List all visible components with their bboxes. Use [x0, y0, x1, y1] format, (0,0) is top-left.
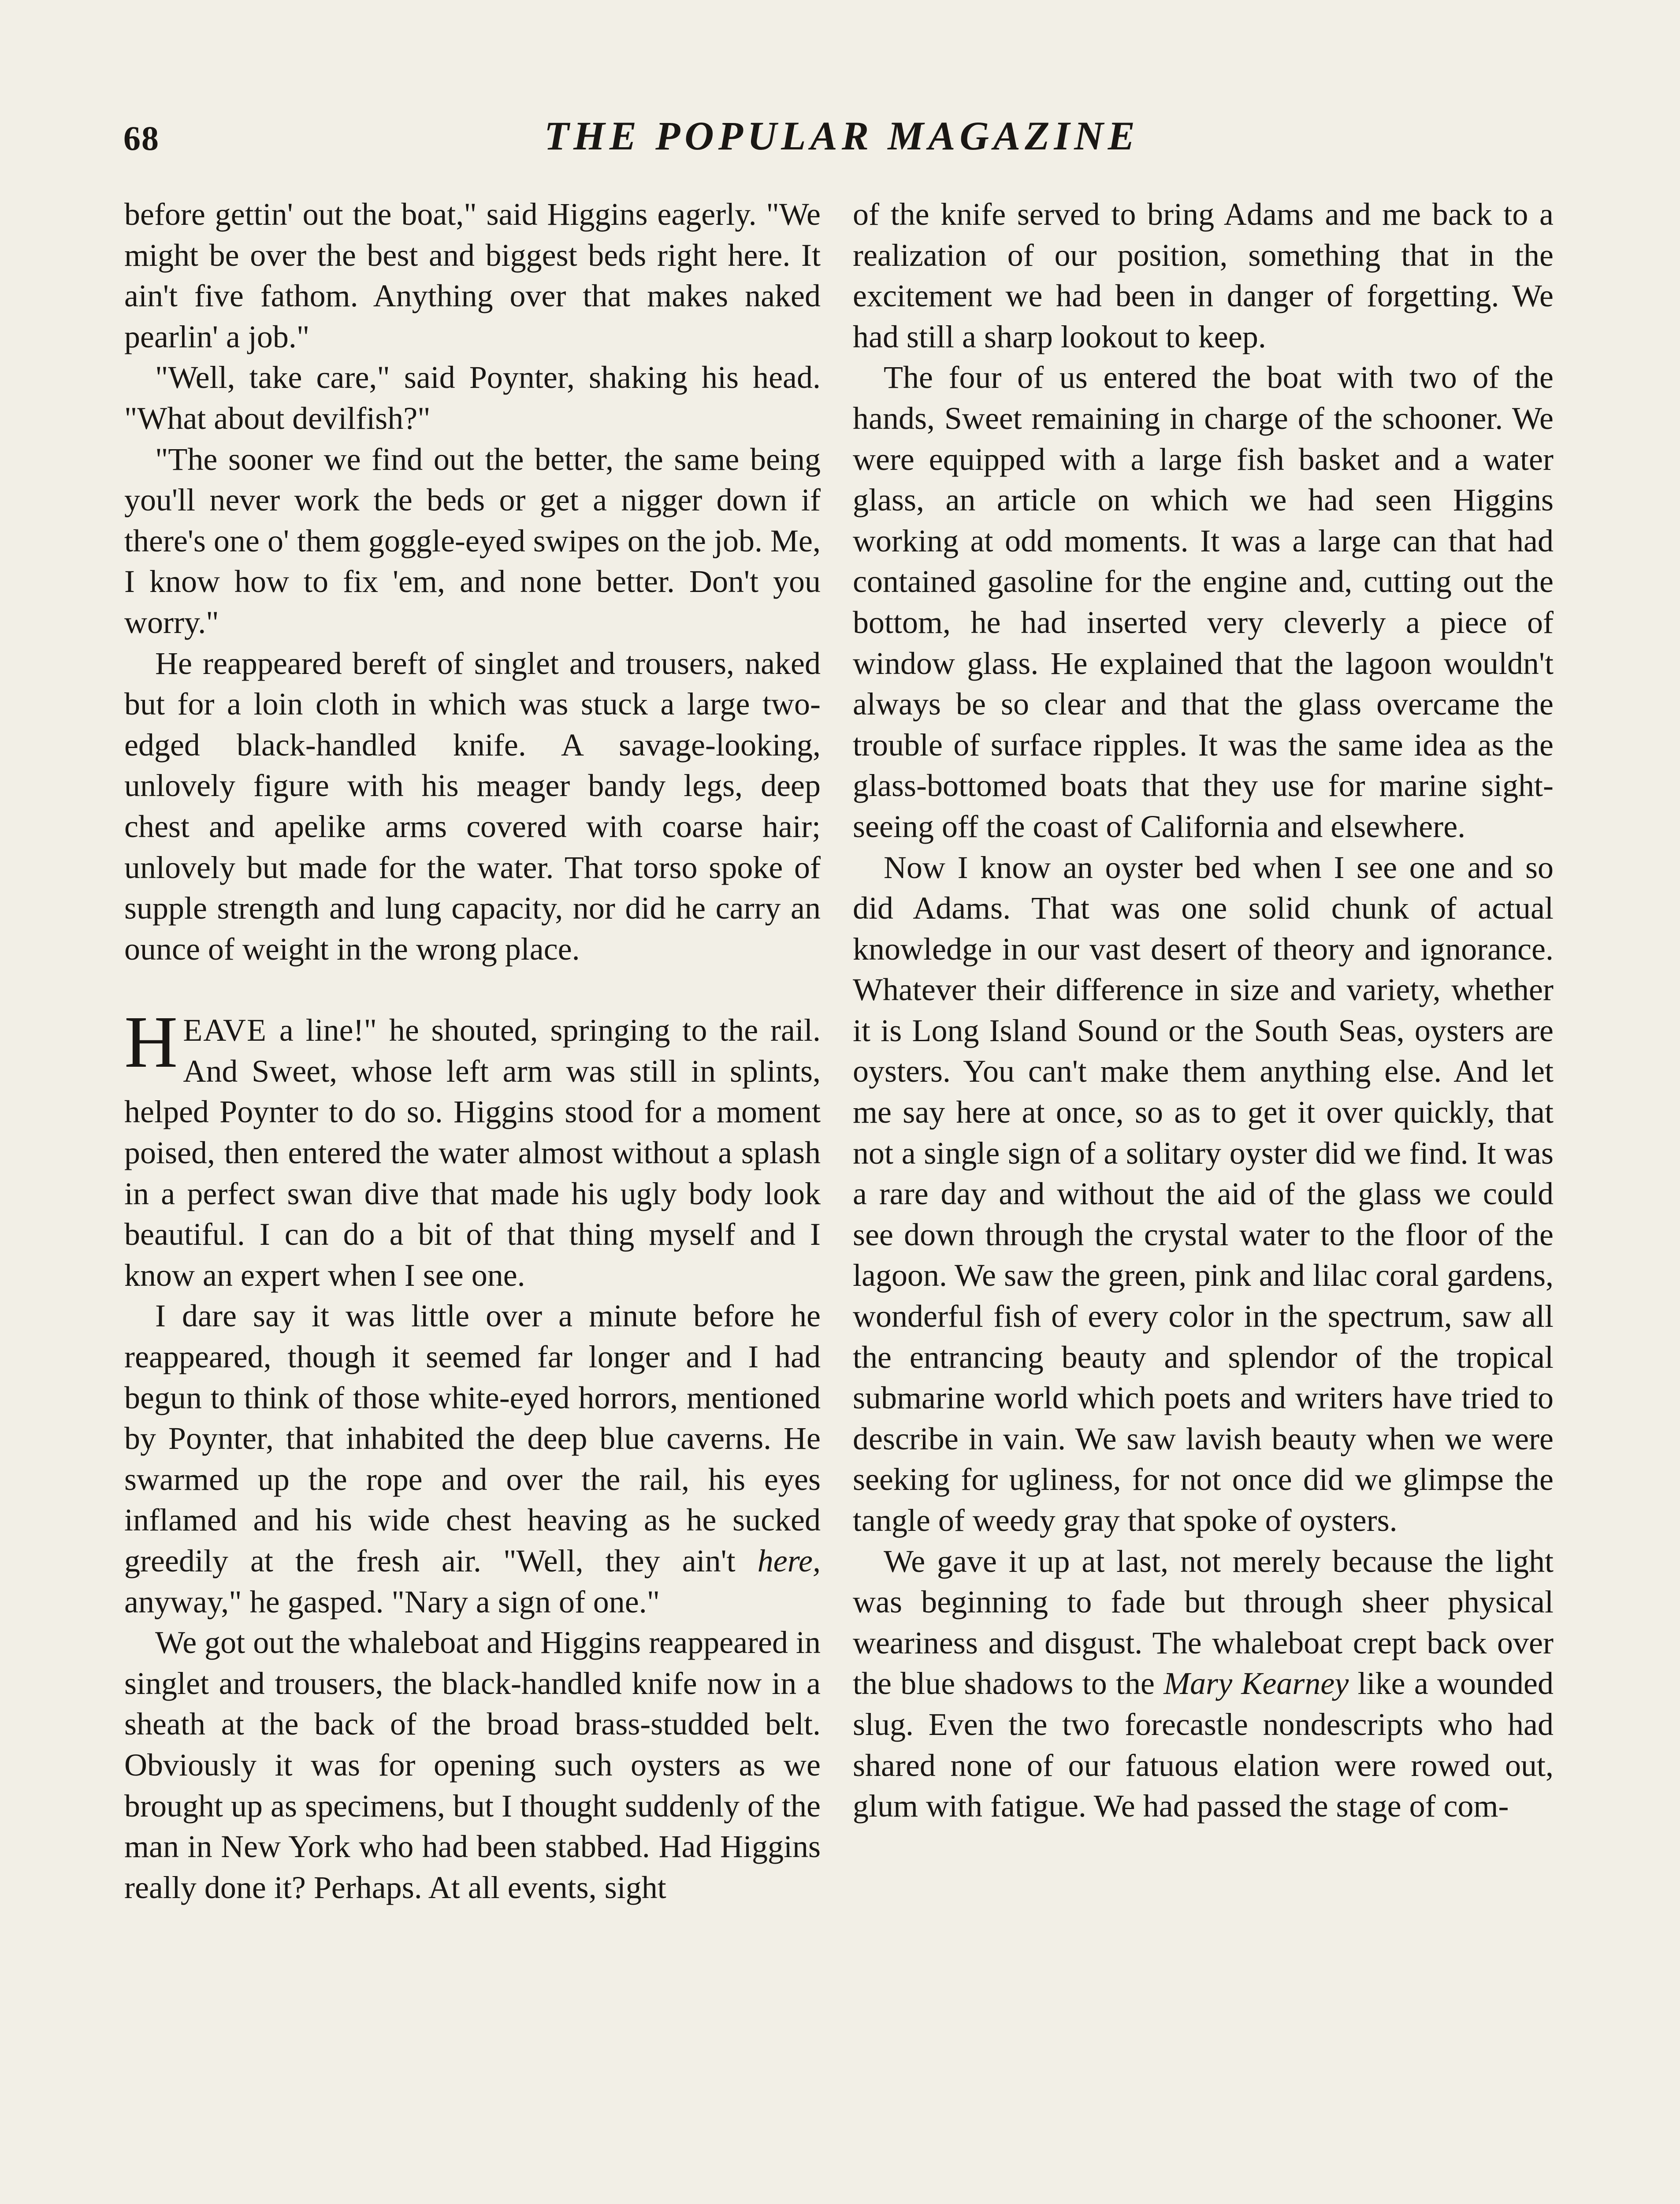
paragraph-text: We gave it up at last, not merely because the light was beginning to fade but through sheer physical weariness and disgust. The whaleboat crept back over the blue shadows to the [853, 1543, 1554, 1701]
right-column [853, 194, 1554, 1827]
drop-cap: H [124, 1001, 178, 1083]
paragraph [124, 1296, 821, 1622]
running-head: THE POPULAR MAGAZINE [544, 113, 1140, 158]
ship-name: Mary Kearney [1163, 1666, 1349, 1701]
paragraph-text: like a wounded slug. Even the two forecastle nondescripts who had shared none of our fatuous elation were rowed out, glum with fatigue. We had passed the stage of com- [853, 1666, 1554, 1824]
paragraph-text: anyway," he gasped. "Nary a sign of one." [124, 1584, 660, 1619]
section-opening-paragraph [124, 1001, 821, 1296]
paragraph: We got out the whaleboat and Higgins reappeared in singlet and trousers, the black-handled knife now in a sheath at the back of the broad brass-studded belt. Obviously it was for opening such oysters as we brought up as specimens, but I thought suddenly of the man in New York who had been stabbed. Had Higgins really done it? Perhaps. At all events, sight [124, 1625, 821, 1905]
paragraph: "The sooner we find out the better, the same being you'll never work the beds or get a nigger down if there's one o' them goggle-eyed swipes on the job. Me, I know how to fix 'em, and none better. Don't you worry." [124, 441, 821, 640]
page-header [123, 112, 1560, 170]
paragraph: of the knife served to bring Adams and me back to a realization of our position, something that in the excitement we had been in danger of forgetting. We had still a sharp lookout to keep. [853, 197, 1554, 354]
paragraph: Now I know an oyster bed when I see one and so did Adams. That was one solid chunk of actual knowledge in our vast desert of theory and ignorance. Whatever their difference in size and variety, whether it is Long Island Sound or the South Seas, oysters are oysters. You can't make them anything else. And let me say here at once, so as to get it over quickly, that not a single sign of a solitary oyster did we find. It was a rare day and without the aid of the glass we could see down through the crystal water to the floor of the lagoon. We saw the green, pink and lilac coral gardens, wonderful fish of every color in the spectrum, saw all the entrancing beauty and splendor of the tropical submarine world which poets and writers have tried to describe in vain. We saw lavish beauty when we were seeking for ugliness, for not once did we glimpse the tangle of weedy gray that spoke of oysters. [853, 849, 1554, 1538]
paragraph: before gettin' out the boat," said Higgins eagerly. "We might be over the best and biggest beds right here. It ain't five fathom. Anything over that makes naked pearlin' a job." [124, 197, 821, 354]
paragraph: The four of us entered the boat with two of the hands, Sweet remaining in charge of the schooner. We were equipped with a large fish basket and a water glass, an article on which we had seen Higgins working at odd moments. It was a large can that had contained gasoline for the engine and, cutting out the bottom, he had inserted very cleverly a piece of window glass. He explained that the lagoon wouldn't always be so clear and that the glass overcame the trouble of surface ripples. It was the same idea as the glass-bottomed boats that they use for marine sight-seeing off the coast of California and elsewhere. [853, 360, 1554, 844]
paragraph-text: I dare say it was little over a minute before he reappeared, though it seemed far longer and I had begun to think of those white-eyed horrors, mentioned by Poynter, that inhabited the deep blue caverns. He swarmed up the rope and over the rail, his eyes inflamed and his wide chest heaving as he sucked greedily at the fresh air. "Well, they ain't [124, 1298, 821, 1579]
paragraph: He reappeared bereft of singlet and trousers, naked but for a loin cloth in which was stuck a large two-edged black-handled knife. A savage-looking, unlovely figure with his meager bandy legs, deep chest and apelike arms covered with coarse hair; unlovely but made for the water. That torso spoke of supple strength and lung capacity, nor did he carry an ounce of weight in the wrong place. [124, 645, 821, 967]
left-column [124, 194, 821, 1908]
paragraph-text: a line!" he shouted, springing to the rail. And Sweet, whose left arm was still in splints, helped Poynter to do so. Higgins stood for a moment poised, then entered the water almost without a splash in a perfect swan dive that made his ugly body look beautiful. I can do a bit of that thing myself and I know an expert when I see one. [124, 1013, 821, 1293]
paragraph [853, 1541, 1554, 1827]
page-number: 68 [123, 119, 160, 157]
italic-text: here, [757, 1543, 821, 1579]
lead-word: EAVE [183, 1013, 267, 1048]
paragraph: "Well, take care," said Poynter, shaking his head. "What about devilfish?" [124, 360, 821, 436]
